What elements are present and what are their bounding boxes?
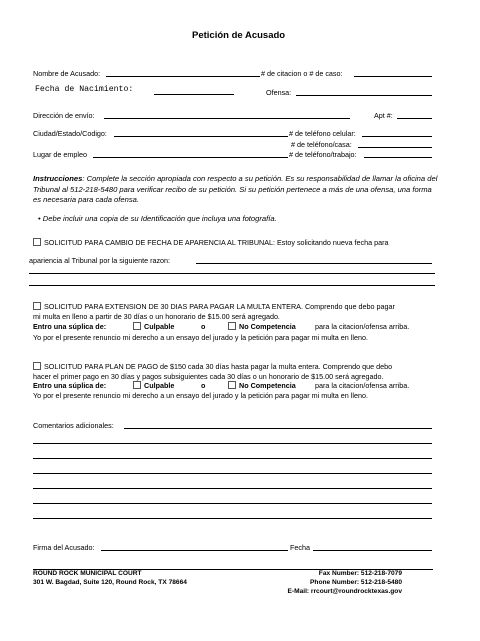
reason-line-3[interactable] (29, 285, 435, 286)
employer-label: Lugar de empleo (33, 150, 87, 159)
date-label: Fecha (290, 543, 310, 552)
section3-waiver: Yo por el presente renuncio mi derecho a un ensayo del jurado y la petición para pagar mi multa en lleno. (33, 391, 368, 400)
reason-line-2[interactable] (29, 273, 435, 274)
employer-field[interactable] (93, 157, 288, 158)
comments-label: Comentarios adicionales: (33, 421, 114, 430)
section3-no-contest (228, 381, 296, 390)
section2-no-contest-label: No Competencia (239, 322, 296, 331)
offense-label: Ofensa: (266, 88, 292, 97)
bullet-text: Debe incluir una copia de su Identificación que incluya una fotografía. (42, 214, 277, 223)
section2-no-contest (228, 322, 296, 331)
home-phone-field[interactable] (358, 147, 432, 148)
section2-no-contest-checkbox[interactable] (228, 322, 236, 330)
section2-line1 (33, 302, 395, 311)
work-phone-label: # de teléfono/trabajo: (289, 150, 357, 159)
section2-guilty-label: Culpable (144, 322, 175, 331)
comments-line-2[interactable] (33, 443, 432, 444)
home-phone-label: # de teléfono/casa: (291, 140, 352, 149)
dob-label: Fecha de Nacimiento: (35, 85, 134, 94)
instructions-bullet: • Debe incluir una copia de su Identificación que incluya una fotografía. (38, 214, 277, 223)
comments-line-1[interactable] (124, 428, 432, 429)
section3-plea-label: Entro una súplica de: (33, 381, 107, 390)
page-title: Petición de Acusado (192, 30, 286, 41)
instructions-heading: Instrucciones (33, 174, 83, 183)
section2-line2: mi multa en lleno a partir de 30 días o un honorario de $15.00 será agregado. (33, 312, 280, 321)
signature-field[interactable] (101, 550, 288, 551)
section2-checkbox[interactable] (33, 302, 41, 310)
dob-field[interactable] (154, 94, 234, 95)
comments-line-3[interactable] (33, 458, 432, 459)
defendant-name-label: Nombre de Acusado: (33, 69, 101, 78)
section3-guilty-label: Culpable (144, 381, 175, 390)
city-label: Ciudad/Estado/Codigo: (33, 129, 107, 138)
section2-text1: SOLICITUD PARA EXTENSION DE 30 DIAS PARA PAGAR LA MULTA ENTERA. Comprendo que debo pagar (44, 302, 395, 311)
section2-plea-label: Entro una súplica de: (33, 322, 107, 331)
footer-court: ROUND ROCK MUNICIPAL COURT (33, 570, 142, 577)
section3-text1: SOLICITUD PARA PLAN DE PAGO de $150 cada 30 días hasta pagar la multa entera. Comprendo que debo (44, 362, 393, 371)
footer-fax: Fax Number: 512-218-7079 (318, 570, 402, 577)
signature-label: Firma del Acusado: (33, 543, 95, 552)
section3-checkbox[interactable] (33, 362, 41, 370)
section3-or: o (201, 381, 206, 390)
offense-field[interactable] (296, 95, 432, 96)
section3-no-contest-checkbox[interactable] (228, 381, 236, 389)
section2-guilty-checkbox[interactable] (133, 322, 141, 330)
section1-checkbox[interactable] (33, 238, 41, 246)
address-field[interactable] (104, 118, 350, 119)
comments-line-5[interactable] (33, 488, 432, 489)
cell-phone-field[interactable] (362, 136, 432, 137)
work-phone-field[interactable] (364, 157, 432, 158)
comments-line-4[interactable] (33, 473, 432, 474)
footer-address: 301 W. Bagdad, Suite 120, Round Rock, TX 78664 (33, 579, 187, 586)
section3-no-contest-label: No Competencia (239, 381, 296, 390)
section3-plea-suffix: para la citacion/ofensa arriba. (315, 381, 410, 390)
section1-line2: apariencia al Tribunal por la siguiente razon: (29, 256, 171, 265)
section3-line1 (33, 362, 392, 371)
section3-guilty (133, 381, 174, 390)
section1-line1 (33, 238, 388, 247)
reason-line-1[interactable] (196, 263, 432, 264)
comments-line-6[interactable] (33, 503, 432, 504)
citation-label: # de citacion o # de caso: (261, 69, 343, 78)
citation-field[interactable] (354, 76, 432, 77)
section2-guilty (133, 322, 174, 331)
instructions (33, 174, 439, 206)
footer-email: E-Mail: rrcourt@roundrocktexas.gov (287, 588, 402, 595)
apt-field[interactable] (397, 118, 432, 119)
section2-or: o (201, 322, 206, 331)
address-label: Dirección de envío: (33, 111, 95, 120)
section3-line2: hacer el primer pago en 30 días y pagos subsiguientes cada 30 días o un honorario de $15.00 será agregado. (33, 372, 384, 381)
cell-phone-label: # de teléfono celular: (289, 129, 356, 138)
city-field[interactable] (114, 136, 288, 137)
section3-guilty-checkbox[interactable] (133, 381, 141, 389)
section2-plea-suffix: para la citacion/ofensa arriba. (315, 322, 410, 331)
section1-text1: SOLICITUD PARA CAMBIO DE FECHA DE APARENCIA AL TRIBUNAL: Estoy solicitando nueva fecha para (44, 238, 389, 247)
instructions-text: : Complete la sección apropiada con respecto a su petición. Es su responsabilidad de llamar la oficina del Tribunal al 512-218-5480 para verificar recibo de su petición. Si su petición pertenece a más de una ofensa, una forma es necesaria para cada ofensa. (33, 174, 438, 204)
section2-waiver: Yo por el presente renuncio mi derecho a un ensayo del jurado y la petición para pagar mi multa en lleno. (33, 333, 368, 342)
defendant-name-field[interactable] (106, 76, 260, 77)
apt-label: Apt #: (374, 111, 393, 120)
footer-phone: Phone Number: 512-218-5480 (310, 579, 402, 586)
comments-line-7[interactable] (33, 518, 432, 519)
date-field[interactable] (313, 550, 432, 551)
